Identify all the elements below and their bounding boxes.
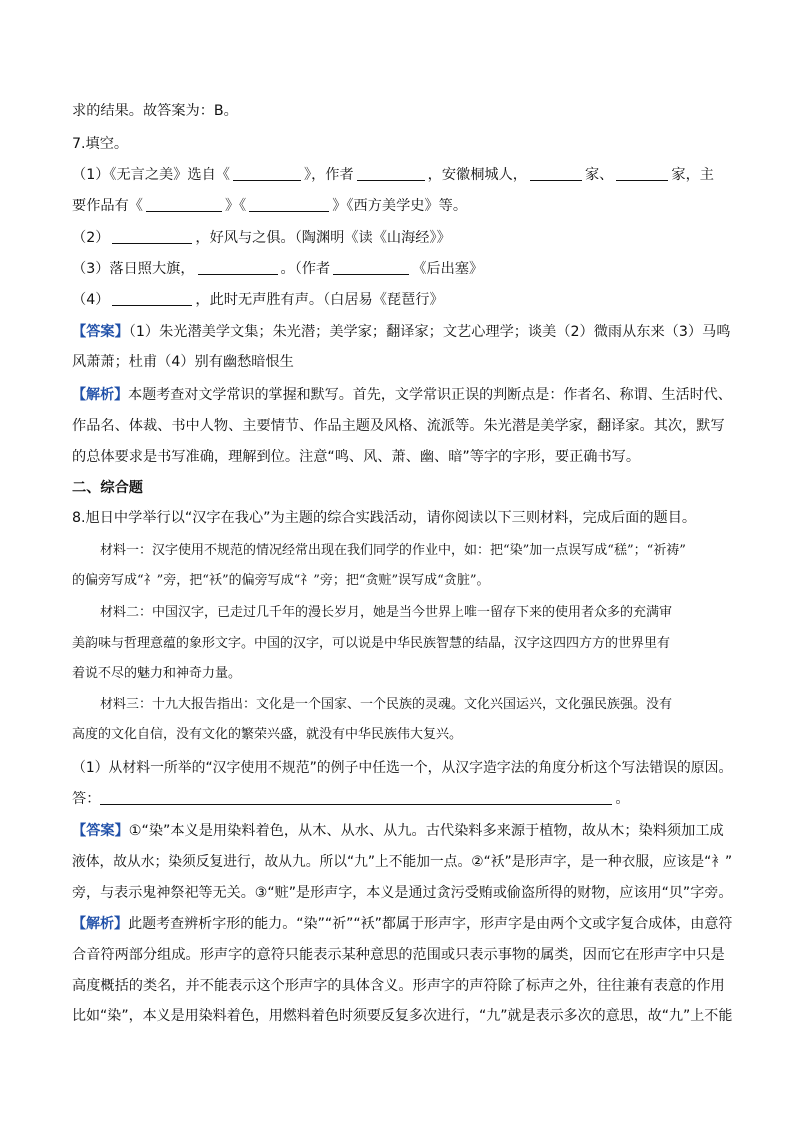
material-2-cont: 美韵味与哲理意蕴的象形文字。中国的汉字，可以说是中华民族智慧的结晶，汉字这四四方方的世界里有 <box>72 636 671 651</box>
answer-8: 【答案】①“染”本义是用染料着色，从木、从水、从九。古代染料多来源于植物，故从木；染料须加工成 <box>72 823 724 839</box>
answer-line: 答： 。 <box>72 791 630 807</box>
analysis-8-cont: 比如“染”，本义是用染料着色，用燃料着色时须要反复多次进行，“九”就是表示多次的意思，故“九”上不能 <box>72 1008 733 1024</box>
fill-blank[interactable] <box>233 166 301 181</box>
analysis-8-cont: 高度概括的类名，并不能表示这个形声字的具体含义。形声字的声符除了标声之外，往往兼有表意的作用 <box>72 978 725 994</box>
fill-blank[interactable] <box>146 197 222 212</box>
fill-blank[interactable] <box>333 260 409 275</box>
answer-label: 【答案】 <box>72 324 129 340</box>
material-3-cont: 高度的文化自信，没有文化的繁荣兴盛，就没有中华民族伟大复兴。 <box>72 727 463 742</box>
answer-8-cont: 旁，与表示鬼神祭祀等无关。③“赃”是形声字，本义是通过贪污受贿或偷盗所得的财物，应该用“贝”字旁。 <box>72 885 733 901</box>
fill-blank[interactable] <box>198 260 278 275</box>
material-2-cont: 着说不尽的魅力和神奇力量。 <box>72 666 242 681</box>
sub-question-1: （1）从材料一所举的“汉字使用不规范”的例子中任选一个，从汉字造字法的角度分析这个写法错误的原因。 <box>72 760 733 776</box>
question-7-3: （3）落日照大旗， 。（作者 《后出塞》 <box>72 261 484 277</box>
analysis-7-cont: 的总体要求是书写准确，理解到位。注意“鸣、风、萧、幽、暗”等字的字形，要正确书写。 <box>72 449 641 465</box>
answer-label: 【答案】 <box>72 823 129 839</box>
analysis-8-cont: 合音符两部分组成。形声字的意符只能表示某种意思的范围或只表示事物的属类，因而它在形声字中只是 <box>72 947 725 963</box>
analysis-7: 【解析】本题考查对文学常识的掌握和默写。首先，文学常识正误的判断点是：作者名、称谓、生活时代、 <box>72 387 732 403</box>
question-7-heading: 7.填空。 <box>72 136 129 152</box>
question-7-4: （4） ，此时无声胜有声。（白居易《琵琶行》 <box>72 292 444 308</box>
answer-7: 【答案】（1）朱光潜美学文集；朱光潜；美学家；翻译家；文艺心理学；谈美（2）微雨从东来（3）马鸣 <box>72 324 731 340</box>
question-7-1-cont: 要作品有《 》《 》《西方美学史》等。 <box>72 198 468 214</box>
analysis-8: 【解析】此题考查辨析字形的能力。“染”“祈”“袄”都属于形声字，形声字是由两个文或字复合成体，由意符 <box>72 916 733 932</box>
text-line: 求的结果。故答案为：B。 <box>72 103 238 119</box>
section-heading: 二、综合题 <box>72 480 143 496</box>
material-1: 材料一：汉字使用不规范的情况经常出现在我们同学的作业中，如：把“染”加一点误写成“䅵”；“祈祷” <box>100 543 686 558</box>
fill-blank[interactable] <box>616 166 668 181</box>
fill-blank[interactable] <box>530 166 582 181</box>
analysis-label: 【解析】 <box>72 916 129 932</box>
material-2: 材料二：中国汉字，已走过几千年的漫长岁月，她是当今世界上唯一留存下来的使用者众多的充满审 <box>100 605 673 620</box>
question-8-heading: 8.旭日中学举行以“汉字在我心”为主题的综合实践活动，请你阅读以下三则材料，完成后面的题目。 <box>72 510 697 526</box>
material-3: 材料三：十九大报告指出：文化是一个国家、一个民族的灵魂。文化兴国运兴，文化强民族强。没有 <box>100 697 673 712</box>
fill-blank[interactable] <box>249 197 329 212</box>
analysis-label: 【解析】 <box>72 387 129 403</box>
fill-blank[interactable] <box>112 229 192 244</box>
answer-8-cont: 液体，故从水；染须反复进行，故从九。所以“九”上不能加一点。②“袄”是形声字，是一种衣服，应该是“衤” <box>72 854 733 870</box>
fill-blank[interactable] <box>112 291 192 306</box>
answer-7-cont: 风萧萧；杜甫（4）别有幽愁暗恨生 <box>72 354 294 370</box>
fill-blank[interactable] <box>357 166 425 181</box>
question-7-1: （1）《无言之美》选自《 》，作者 ，安徽桐城人， 家、 家，主 <box>72 167 714 183</box>
material-1-cont: 的偏旁写成“礻”旁，把“袄”的偏旁写成“礻”旁；把“贪赃”误写成“贪脏”。 <box>72 573 490 588</box>
answer-blank[interactable] <box>100 790 612 805</box>
analysis-7-cont: 作品名、体裁、书中人物、主要情节、作品主题及风格、流派等。朱光潜是美学家，翻译家。其次，默写 <box>72 418 725 434</box>
question-7-2: （2） ，好风与之俱。（陶渊明《读《山海经》》 <box>72 230 451 246</box>
